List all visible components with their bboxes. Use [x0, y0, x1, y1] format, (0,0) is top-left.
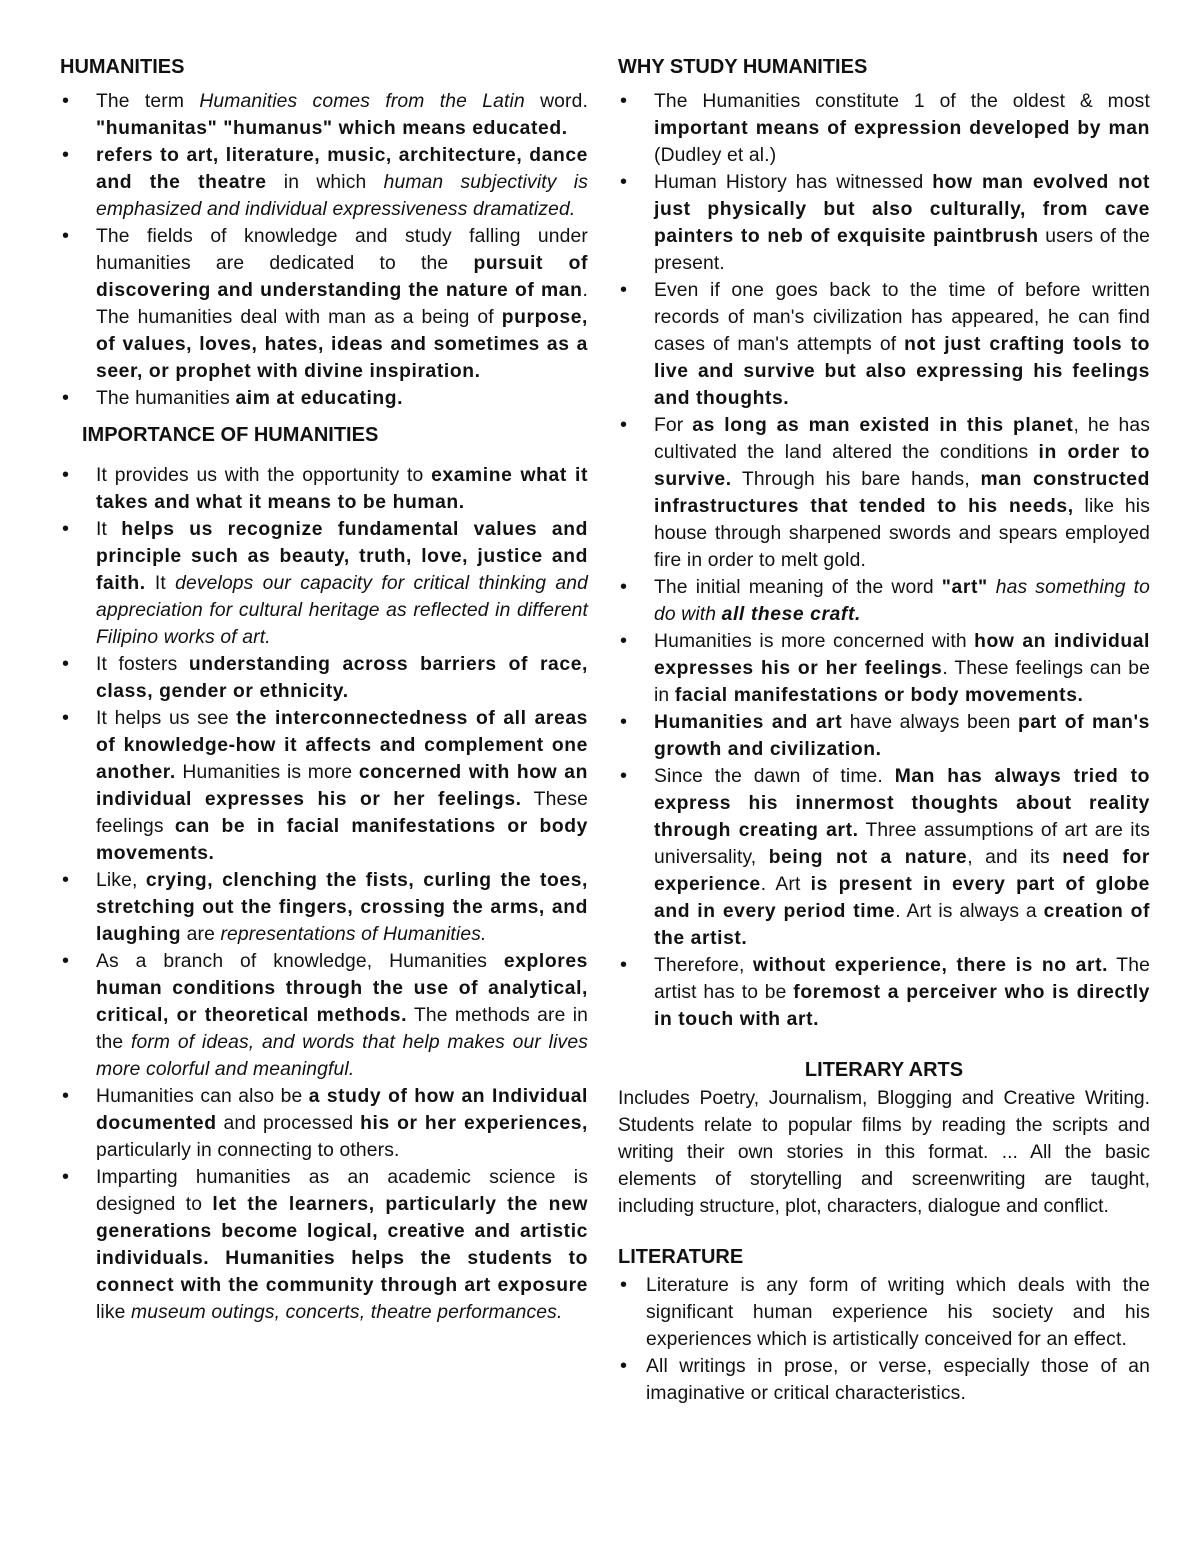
list-item — [618, 412, 1150, 574]
list-item — [618, 169, 1150, 277]
text-run: The humanities — [96, 388, 236, 409]
text-run: helps us recognize fundamental values and principle such as beauty, truth, love, justice and faith. — [96, 519, 588, 594]
text-run: can be in facial manifestations or body movements. — [96, 816, 588, 864]
list-item — [60, 462, 588, 516]
text-run: All writings in prose, or verse, especially those of an imaginative or critical characteristics. — [646, 1356, 1150, 1404]
list-item — [618, 1353, 1150, 1407]
text-run: Human History has witnessed — [654, 172, 933, 193]
list-item — [60, 142, 588, 223]
list-item — [618, 952, 1150, 1033]
importance-list — [60, 462, 588, 1326]
text-run: develops our capacity for critical thinking and appreciation for cultural heritage as reflected in different Filipino works of art. — [96, 573, 588, 648]
text-run: not just crafting tools to live and survive but also expressing his feelings and thoughts. — [654, 334, 1151, 409]
humanities-list — [60, 88, 588, 412]
text-run: Through his bare hands, — [731, 469, 981, 490]
text-run: facial manifestations or body movements. — [674, 685, 1084, 706]
text-run: It helps us see — [96, 708, 237, 729]
list-item — [60, 867, 588, 948]
text-run: pursuit of discovering and understanding the nature of man — [96, 253, 588, 301]
text-run: Humanities can also be — [96, 1086, 309, 1107]
text-run: Humanities comes from the Latin — [199, 91, 525, 112]
text-run: users of the present. — [654, 226, 1150, 274]
text-run: foremost a perceiver who is directly in touch with art. — [654, 982, 1151, 1030]
text-run: like his house through sharpened swords and spears employed fire in order to melt gold. — [654, 496, 1150, 571]
text-run: Literature is any form of writing which deals with the significant human experience his society and his experiences which is artistically conceived for an effect. — [646, 1275, 1150, 1350]
text-run: . Art is always a — [895, 901, 1044, 922]
text-run: human subjectivity is emphasized and individual expressiveness dramatized. — [96, 172, 589, 220]
text-run: Humanities is more — [175, 762, 359, 783]
text-run: word. — [524, 91, 588, 112]
list-item — [618, 709, 1150, 763]
text-run: For — [654, 415, 693, 436]
text-run: Humanities and art — [654, 712, 843, 733]
text-run: As a branch of knowledge, Humanities — [96, 951, 504, 972]
text-run: The artist has to be — [654, 955, 1150, 1003]
text-run: being not a nature — [768, 847, 968, 868]
text-run: . The humanities deal with man as a being of — [96, 280, 588, 328]
text-run: Imparting humanities as an academic science is designed to — [96, 1167, 588, 1215]
humanities-heading: HUMANITIES — [60, 56, 185, 78]
literature-heading: LITERATURE — [618, 1246, 744, 1268]
text-run: , he has cultivated the land altered the conditions — [654, 415, 1151, 463]
list-item — [618, 277, 1150, 412]
list-item — [60, 651, 588, 705]
literature-list — [618, 1272, 1150, 1407]
text-run: a study of how an Individual documented — [96, 1086, 588, 1134]
text-run: how an individual expresses his or her feelings — [654, 631, 1150, 679]
list-item — [618, 1272, 1150, 1353]
text-run: the interconnectedness of all areas of knowledge-how it affects and complement one another. — [96, 708, 588, 783]
text-run: without experience, there is no art. — [753, 955, 1109, 976]
list-item — [60, 705, 588, 867]
text-run: as long as man existed in this planet — [692, 415, 1074, 436]
text-run: representations of Humanities. — [220, 924, 487, 945]
text-run: It provides us with the opportunity to — [96, 465, 432, 486]
text-run: , and its — [967, 847, 1063, 868]
text-run: The methods are in the — [96, 1005, 589, 1053]
text-run: The fields of knowledge and study falling under humanities are dedicated to the — [96, 226, 588, 274]
literary-arts-paragraph: Includes Poetry, Journalism, Blogging and Creative Writing. Students relate to popular films by reading the scripts and writing their own stories in this format. ... All the basic elements of storytelling and screenwriting are taught, including structure, plot, characters, dialogue and conflict. — [618, 1088, 1150, 1217]
text-run: let the learners, particularly the new generations become logical, creative and artistic individuals. Humanities helps the students to connect with the community through art exposure — [96, 1194, 588, 1296]
text-run: Therefore, — [654, 955, 754, 976]
text-run: crying, clenching the fists, curling the toes, stretching out the fingers, crossing the arms, and laughing — [96, 870, 588, 945]
text-run: museum outings, concerts, theatre performances. — [131, 1302, 563, 1323]
text-run: man constructed infrastructures that tended to his needs, — [654, 469, 1150, 517]
list-item — [618, 763, 1150, 952]
text-run: purpose, of values, loves, hates, ideas and sometimes as a seer, or prophet with divine inspiration. — [96, 307, 588, 382]
text-run: Even if one goes back to the time of before written records of man's civilization has appeared, he can find cases of man's attempts of — [654, 280, 1150, 355]
text-run: (Dudley et al.) — [654, 145, 777, 166]
text-run: Like, — [96, 870, 146, 891]
text-run: Three assumptions of art are its universality, — [654, 820, 1150, 868]
text-run: in which — [266, 172, 384, 193]
text-run: is present in every part of globe and in every period time — [654, 874, 1150, 922]
list-item — [60, 385, 588, 412]
text-run: It — [96, 519, 122, 540]
text-run: have always been — [842, 712, 1018, 733]
why-study-list — [618, 88, 1150, 1033]
list-item — [60, 88, 588, 142]
text-run: and processed — [216, 1113, 361, 1134]
text-run: are — [181, 924, 221, 945]
text-run: The initial meaning of the word — [654, 577, 942, 598]
list-item — [60, 1083, 588, 1164]
text-run: The term — [96, 91, 200, 112]
text-run: understanding across barriers of race, class, gender or ethnicity. — [96, 654, 588, 702]
text-run: particularly in connecting to others. — [96, 1140, 400, 1161]
text-run: all these craft. — [721, 604, 861, 625]
list-item — [60, 1164, 588, 1326]
text-run: need for experience — [654, 847, 1150, 895]
text-run: "art" — [941, 577, 988, 598]
list-item — [618, 628, 1150, 709]
text-run: his or her experiences, — [360, 1113, 588, 1134]
text-run: in order to survive. — [654, 442, 1150, 490]
text-run: explores human conditions through the use of analytical, critical, or theoretical methods. — [96, 951, 588, 1026]
text-run: "humanitas" "humanus" which means educated. — [96, 118, 568, 139]
text-run: It fosters — [96, 654, 189, 675]
text-run: . These feelings can be in — [654, 658, 1150, 706]
text-run: how man evolved not just physically but also culturally, from cave painters to neb of exquisite paintbrush — [654, 172, 1150, 247]
list-item — [60, 948, 588, 1083]
why-study-heading: WHY STUDY HUMANITIES — [618, 56, 868, 78]
text-run: creation of the artist. — [654, 901, 1151, 949]
text-run: These feelings — [96, 789, 588, 837]
text-run: refers to art, literature, music, architecture, dance and the theatre — [96, 145, 588, 193]
text-run: important means of expression developed by man — [654, 118, 1150, 139]
text-run: aim at educating. — [235, 388, 404, 409]
list-item — [60, 223, 588, 385]
text-run: concerned with how an individual expresses his or her feelings. — [96, 762, 588, 810]
list-item — [618, 574, 1150, 628]
text-run: It — [145, 573, 176, 594]
list-item — [618, 88, 1150, 169]
literary-arts-heading: LITERARY ARTS — [804, 1059, 964, 1081]
text-run: part of man's growth and civilization. — [654, 712, 1150, 760]
text-run: examine what it takes and what it means to be human. — [96, 465, 588, 513]
text-run: . Art — [760, 874, 811, 895]
text-run: has something to do with — [654, 577, 1151, 625]
left-column — [60, 52, 588, 1326]
text-run: form of ideas, and words that help makes our lives more colorful and meaningful. — [96, 1032, 588, 1080]
text-run: Man has always tried to express his innermost thoughts about reality through creating art. — [654, 766, 1150, 841]
text-run: like — [96, 1302, 132, 1323]
importance-heading: IMPORTANCE OF HUMANITIES — [82, 424, 379, 446]
text-run: Since the dawn of time. — [654, 766, 895, 787]
list-item — [60, 516, 588, 651]
text-run: The Humanities constitute 1 of the oldest & most — [654, 91, 1150, 112]
right-column — [618, 52, 1150, 1407]
text-run: Humanities is more concerned with — [654, 631, 975, 652]
